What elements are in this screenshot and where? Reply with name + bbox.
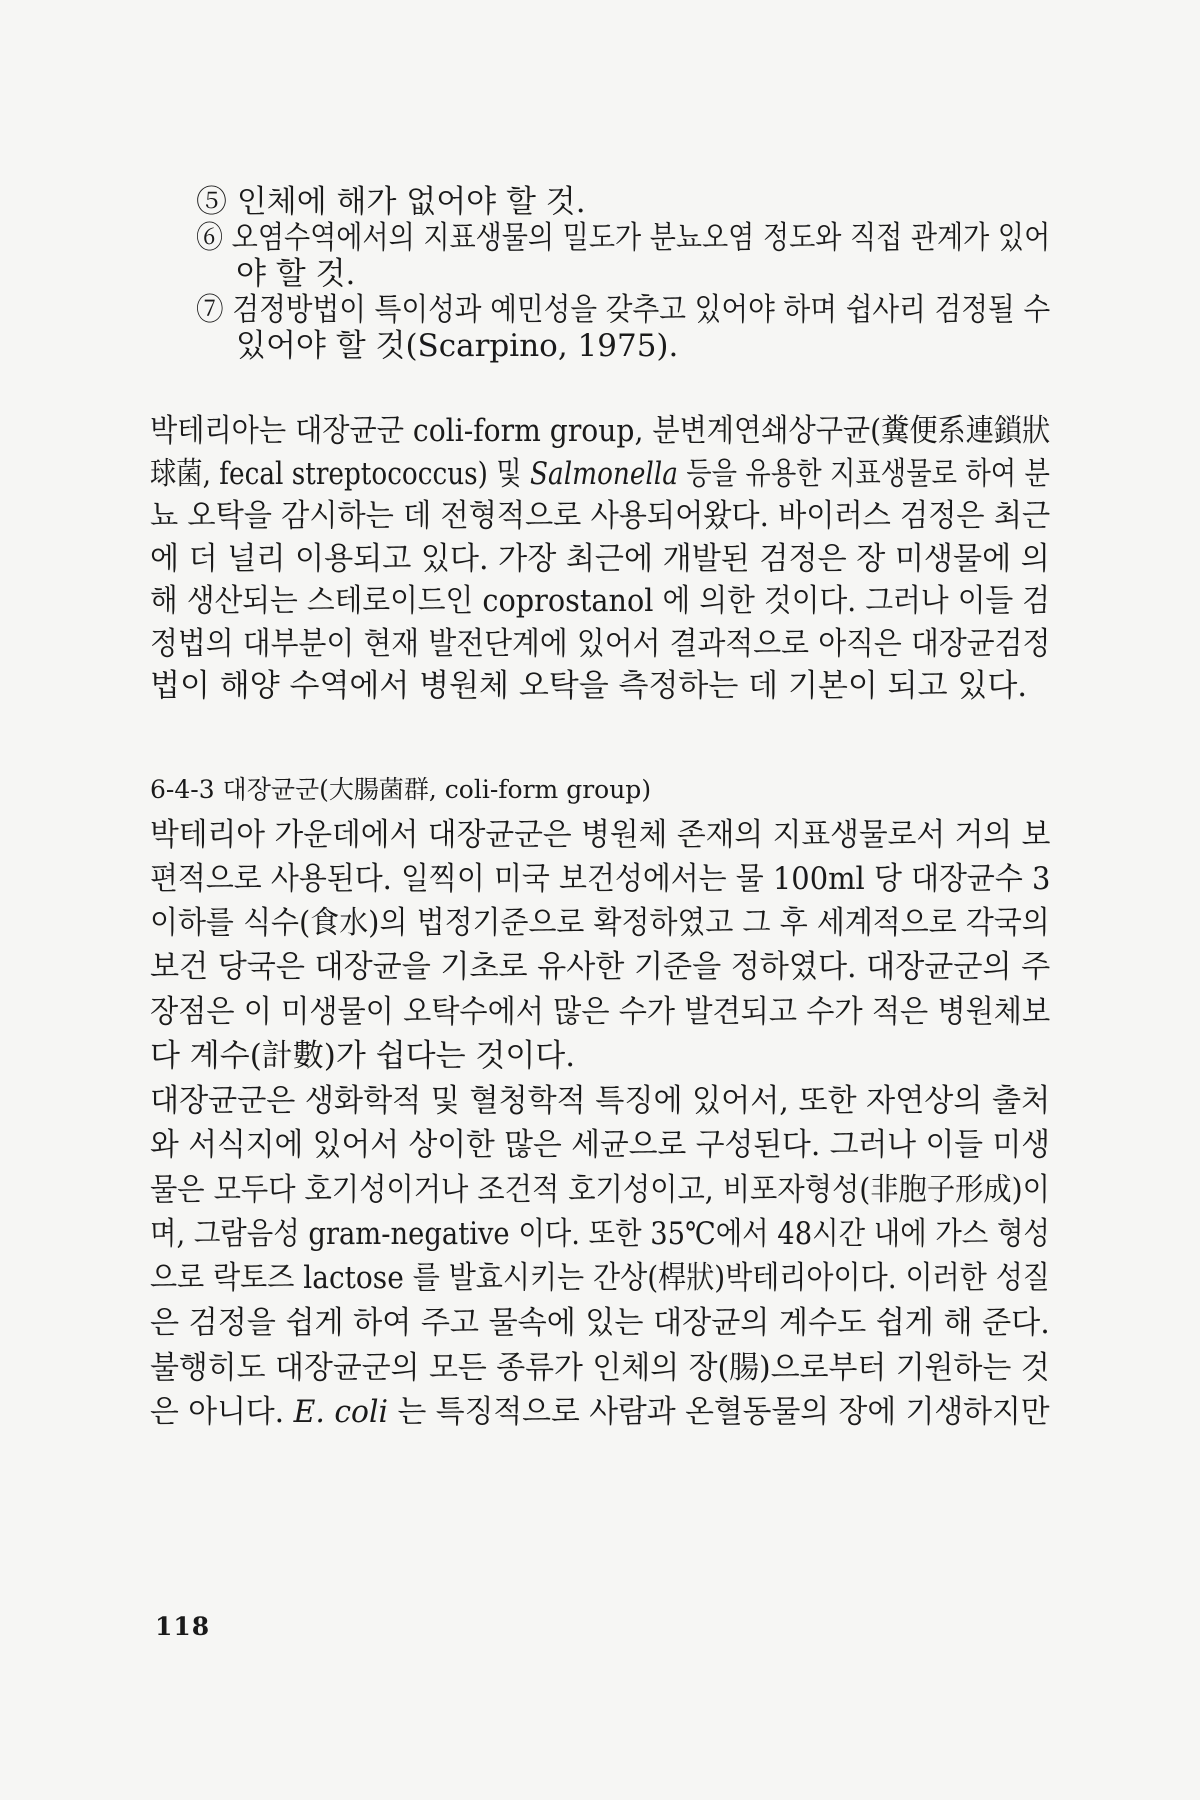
paragraph-4-line-2-end: 는 특징적으로 사람과 온혈동물의 장에 기생하지만 bbox=[388, 1394, 1050, 1430]
paragraph-1-line-2-start: 球菌, fecal streptococcus) 및 bbox=[150, 456, 531, 492]
paragraph-3-line-3: 물은 모두다 호기성이거나 조건적 호기성이고, 비포자형성(非胞子形成)이 bbox=[150, 1172, 1050, 1208]
list-item-6: ⑥ 오염수역에서의 지표생물의 밀도가 분뇨오염 정도와 직접 관계가 있어 bbox=[196, 220, 1051, 256]
page-number: 118 bbox=[155, 1612, 211, 1641]
paragraph-3-line-5: 으로 락토즈 lactose 를 발효시키는 간상(桿狀)박테리아이다. 이러한 성질 bbox=[150, 1260, 1050, 1296]
paragraph-2-line-4: 보건 당국은 대장균을 기초로 유사한 기준을 정하였다. 대장균군의 주 bbox=[150, 949, 1051, 985]
list-item-7: ⑦ 검정방법이 특이성과 예민성을 갖추고 있어야 하며 쉽사리 검정될 수 bbox=[196, 292, 1051, 328]
section-heading: 6-4-3 대장균군(大腸菌群, coli-form group) bbox=[150, 775, 652, 804]
list-item-7-continued: 있어야 할 것(Scarpino, 1975). bbox=[236, 328, 679, 364]
paragraph-4-line-1: 불행히도 대장균군의 모든 종류가 인체의 장(腸)으로부터 기원하는 것 bbox=[150, 1350, 1050, 1386]
ecoli-term: E. coli bbox=[293, 1394, 389, 1430]
paragraph-4-line-2 bbox=[150, 1393, 1050, 1431]
list-item-6-continued: 야 할 것. bbox=[236, 256, 356, 292]
paragraph-1-line-4: 에 더 널리 이용되고 있다. 가장 최근에 개발된 검정은 장 미생물에 의 bbox=[150, 541, 1050, 577]
paragraph-2-line-1: 박테리아 가운데에서 대장균군은 병원체 존재의 지표생물로서 거의 보 bbox=[150, 817, 1051, 853]
paragraph-3-line-4: 며, 그람음성 gram-negative 이다. 또한 35℃에서 48시간 내에 가스 형성 bbox=[150, 1216, 1050, 1252]
paragraph-1-line-3: 뇨 오탁을 감시하는 데 전형적으로 사용되어왔다. 바이러스 검정은 최근 bbox=[150, 498, 1051, 534]
paragraph-3-line-1: 대장균군은 생화학적 및 혈청학적 특징에 있어서, 또한 자연상의 출처 bbox=[150, 1083, 1051, 1119]
paragraph-2-line-2: 편적으로 사용된다. 일찍이 미국 보건성에서는 물 100ml 당 대장균수 3 bbox=[150, 861, 1051, 897]
paragraph-2-line-5: 장점은 이 미생물이 오탁수에서 많은 수가 발견되고 수가 적은 병원체보 bbox=[150, 994, 1051, 1030]
paragraph-1-line-5: 해 생산되는 스테로이드인 coprostanol 에 의한 것이다. 그러나 이들 검 bbox=[150, 583, 1051, 619]
paragraph-2-line-6: 다 계수(計數)가 쉽다는 것이다. bbox=[150, 1038, 576, 1074]
paragraph-4-line-2-start: 은 아니다. bbox=[150, 1394, 294, 1430]
paragraph-1-line-2-end: 등을 유용한 지표생물로 하여 분 bbox=[677, 456, 1050, 492]
paragraph-1-line-2 bbox=[150, 455, 1050, 493]
list-item-5: ⑤ 인체에 해가 없어야 할 것. bbox=[196, 184, 586, 220]
paragraph-1-line-7: 법이 해양 수역에서 병원체 오탁을 측정하는 데 기본이 되고 있다. bbox=[150, 668, 1028, 704]
paragraph-1-line-6: 정법의 대부분이 현재 발전단계에 있어서 결과적으로 아직은 대장균검정 bbox=[150, 626, 1051, 662]
salmonella-term: Salmonella bbox=[530, 456, 678, 492]
paragraph-3-line-6: 은 검정을 쉽게 하여 주고 물속에 있는 대장균의 계수도 쉽게 해 준다. bbox=[150, 1305, 1050, 1341]
paragraph-3-line-2: 와 서식지에 있어서 상이한 많은 세균으로 구성된다. 그러나 이들 미생 bbox=[150, 1127, 1051, 1163]
paragraph-2-line-3: 이하를 식수(食水)의 법정기준으로 확정하였고 그 후 세계적으로 각국의 bbox=[150, 905, 1050, 941]
paragraph-1-line-1: 박테리아는 대장균군 coli-form group, 분변계연쇄상구균(糞便系連鎖狀 bbox=[150, 413, 1051, 449]
